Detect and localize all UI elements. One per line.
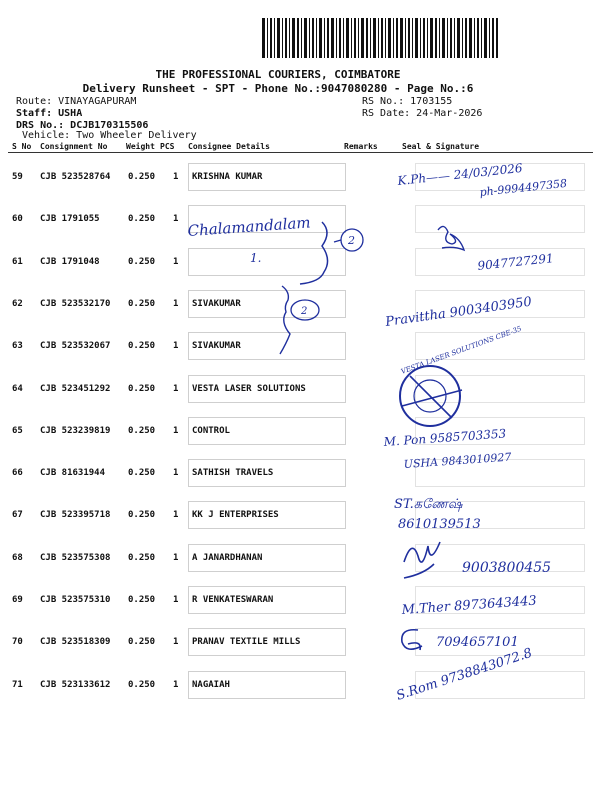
consignment-number: CJB 523532067 <box>40 341 111 352</box>
weight-value: 0.250 <box>128 468 156 479</box>
consignee-name: SATHISH TRAVELS <box>192 468 274 479</box>
signature-box <box>415 628 585 656</box>
signature-62: Pravittha 9003403950 <box>384 294 533 330</box>
ditto-mark: 1. <box>250 251 262 265</box>
signature-59: K.Ph—— 24/03/2026 <box>396 160 524 188</box>
col-remarks: Remarks <box>344 142 378 151</box>
consignee-name: KK J ENTERPRISES <box>192 510 279 521</box>
consignee-name: SIVAKUMAR <box>192 298 241 309</box>
phone-59: ph-9994497358 <box>478 176 568 199</box>
table-row <box>10 282 590 324</box>
signature-box <box>415 544 585 572</box>
table-row <box>10 493 590 535</box>
serial-number: 65 <box>12 425 23 436</box>
table-row <box>10 620 590 662</box>
consignment-number: CJB 523528764 <box>40 172 111 182</box>
pieces-count: 1 <box>173 468 179 479</box>
serial-number: 62 <box>12 298 23 309</box>
col-weight: Weight <box>126 142 155 151</box>
pieces-count: 1 <box>173 214 179 225</box>
consignment-number: CJB 523575308 <box>40 552 111 563</box>
table-row <box>10 409 590 451</box>
pieces-count: 1 <box>173 298 179 309</box>
pieces-count: 1 <box>173 341 179 352</box>
signature-box <box>415 459 585 487</box>
pieces-count: 1 <box>173 256 179 267</box>
drs-number: DRS No.: DCJB170315506 <box>16 120 149 131</box>
weight-value: 0.250 <box>128 637 156 648</box>
consignment-number: CJB 81631944 <box>40 468 106 479</box>
kolamandalam-note: Chalamandalam <box>187 213 312 240</box>
weight-value: 0.250 <box>128 172 156 182</box>
weight-value: 0.250 <box>128 595 156 605</box>
signature-71: S.Rom 9738843072.8 <box>394 645 535 704</box>
table-row <box>10 578 590 620</box>
serial-number: 61 <box>12 256 23 267</box>
serial-number: 59 <box>12 172 23 182</box>
consignment-number: CJB 523239819 <box>40 425 111 436</box>
company-title: THE PROFESSIONAL COURIERS, COIMBATORE <box>155 68 401 81</box>
rs-date: RS Date: 24-Mar-2026 <box>362 108 483 119</box>
pieces-count: 1 <box>173 383 179 394</box>
consignment-number: CJB 523451292 <box>40 383 111 394</box>
consignee-name: CONTROL <box>192 425 230 436</box>
signature-66: USHA 9843010927 <box>403 450 512 471</box>
pieces-count: 1 <box>173 510 179 521</box>
pieces-count: 1 <box>173 425 179 436</box>
serial-number: 67 <box>12 510 23 521</box>
weight-value: 0.250 <box>128 510 156 521</box>
table-row <box>10 367 590 409</box>
barcode-icon <box>262 18 498 58</box>
signature-box <box>415 375 585 403</box>
consignee-name: NAGAIAH <box>192 679 230 690</box>
table-row <box>10 663 590 705</box>
consignee-box <box>188 248 346 276</box>
table-row <box>10 451 590 493</box>
col-seal: Seal & Signature <box>402 142 480 151</box>
weight-value: 0.250 <box>128 679 156 690</box>
pieces-count: 1 <box>173 637 179 648</box>
rs-number: RS No.: 1703155 <box>362 96 453 107</box>
serial-number: 66 <box>12 468 23 479</box>
signature-box <box>415 205 585 233</box>
signature-box <box>415 163 585 191</box>
table-row <box>10 240 590 282</box>
serial-number: 69 <box>12 595 23 605</box>
consignee-name: KRISHNA KUMAR <box>192 172 263 182</box>
staff-label: Staff: USHA <box>16 108 83 119</box>
header-divider <box>8 152 593 153</box>
pieces-count: 1 <box>173 679 179 690</box>
serial-number: 71 <box>12 679 23 690</box>
consignment-number: CJB 523532170 <box>40 298 111 309</box>
weight-value: 0.250 <box>128 341 156 352</box>
col-pcs: PCS <box>160 142 175 151</box>
runsheet-subtitle: Delivery Runsheet - SPT - Phone No.:9047080280 - Page No.:6 <box>82 82 474 95</box>
consignment-number: CJB 523575310 <box>40 595 111 605</box>
consignee-name: A JANARDHANAN <box>192 552 263 563</box>
serial-number: 64 <box>12 383 23 394</box>
weight-value: 0.250 <box>128 425 156 436</box>
signature-65: M. Pon 9585703353 <box>383 426 507 449</box>
weight-value: 0.250 <box>128 552 156 563</box>
table-row <box>10 536 590 578</box>
phone-70: 7094657101 <box>436 635 519 650</box>
signature-box <box>415 332 585 360</box>
pieces-count: 1 <box>173 595 179 605</box>
consignment-number: CJB 523133612 <box>40 679 111 690</box>
serial-number: 63 <box>12 341 23 352</box>
weight-value: 0.250 <box>128 383 156 394</box>
consignment-number: CJB 523395718 <box>40 510 111 521</box>
count-60: 2 <box>348 234 355 247</box>
consignee-name: SIVAKUMAR <box>192 341 241 352</box>
signature-box <box>415 417 585 445</box>
vehicle-label: Vehicle: Two Wheeler Delivery <box>22 130 197 141</box>
consignee-name: VESTA LASER SOLUTIONS <box>192 383 306 394</box>
phone-61: 9047727291 <box>476 251 555 273</box>
signature-69: M.Ther 8973643443 <box>401 593 538 618</box>
consignee-name: PRANAV TEXTILE MILLS <box>192 637 301 648</box>
serial-number: 70 <box>12 637 23 648</box>
table-row <box>10 324 590 366</box>
pieces-count: 1 <box>173 552 179 563</box>
table-row <box>10 197 590 239</box>
signature-box <box>415 248 585 276</box>
pieces-count: 1 <box>173 172 179 182</box>
signature-box <box>415 586 585 614</box>
svg-text:VESTA LASER SOLUTIONS CBE-35: VESTA LASER SOLUTIONS CBE-35 <box>399 324 523 376</box>
signature-box <box>415 501 585 529</box>
signature-box <box>415 290 585 318</box>
consignment-number: CJB 1791048 <box>40 256 100 267</box>
weight-value: 0.250 <box>128 214 156 225</box>
signature-67: ST.கணேஷ் <box>394 497 463 512</box>
serial-number: 60 <box>12 214 23 225</box>
table-row <box>10 155 590 197</box>
consignment-number: CJB 1791055 <box>40 214 100 225</box>
count-62: 2 <box>301 306 308 317</box>
phone-68: 9003800455 <box>462 560 552 576</box>
col-consignee: Consignee Details <box>188 142 270 151</box>
phone-67: 8610139513 <box>398 517 481 532</box>
serial-number: 68 <box>12 552 23 563</box>
col-sno: S No <box>12 142 32 151</box>
weight-value: 0.250 <box>128 298 156 309</box>
consignee-box <box>188 205 346 233</box>
weight-value: 0.250 <box>128 256 156 267</box>
signature-box <box>415 671 585 699</box>
consignment-number: CJB 523518309 <box>40 637 111 648</box>
consignee-name: R VENKATESWARAN <box>192 595 274 605</box>
col-consignment: Consignment No <box>40 142 108 151</box>
route-label: Route: VINAYAGAPURAM <box>16 96 137 107</box>
